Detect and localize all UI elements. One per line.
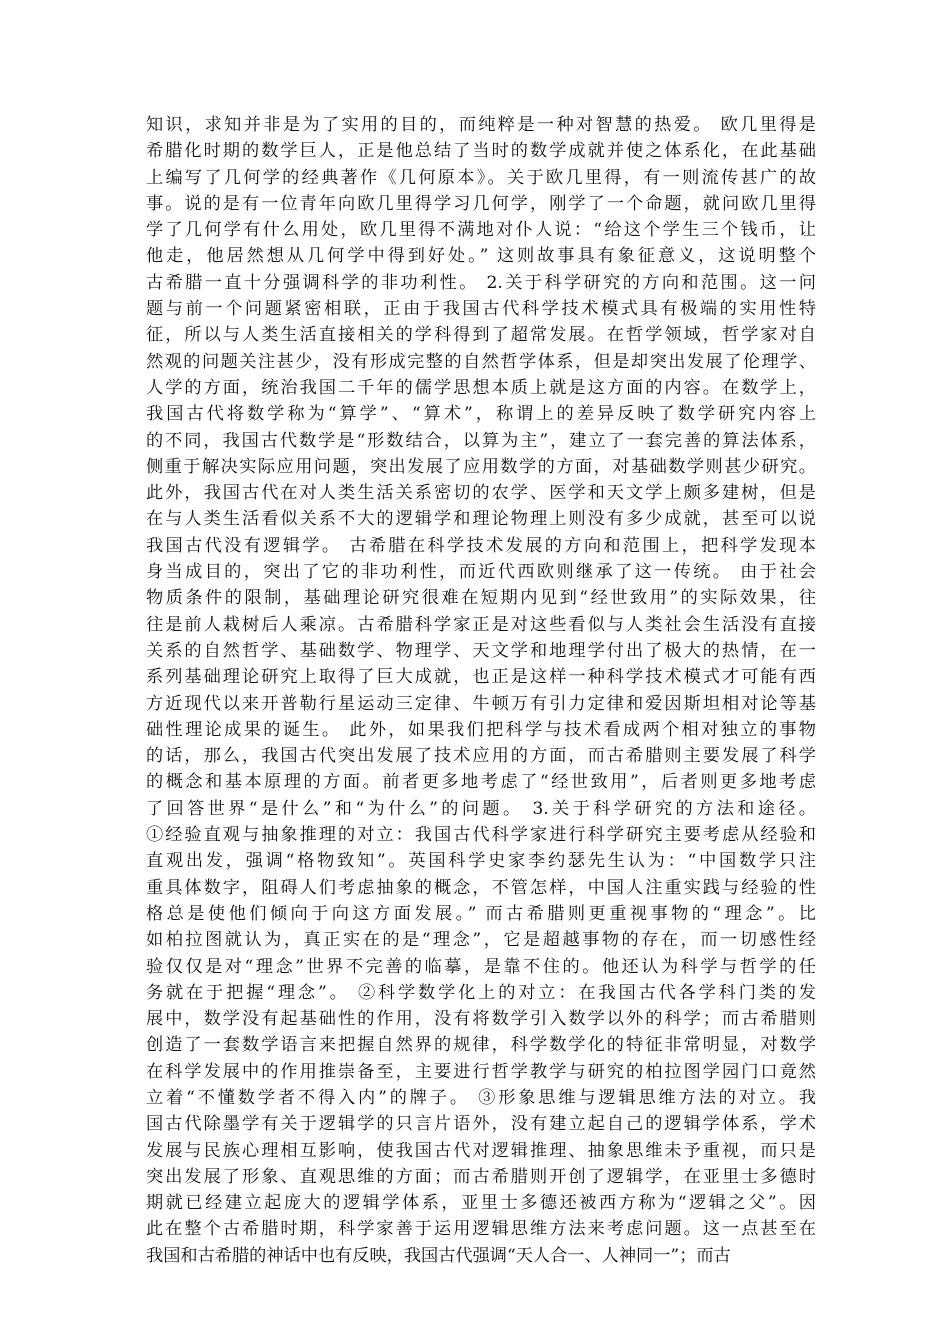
text-line: 事。说的是有一位青年向欧几里得学习几何学，刚学了一个命题，就问欧几里得 [146,193,816,214]
text-line: 础性理论成果的诞生。 此外，如果我们把科学与技术看成两个相对独立的事物 [146,719,816,740]
text-line: 国古代除墨学有关于逻辑学的只言片语外，没有建立起自己的逻辑学体系，学术 [146,1114,816,1135]
text-line: 希腊化时期的数学巨人，正是他总结了当时的数学成就并使之体系化，在此基础 [146,141,816,162]
text-line: 了回答世界“是什么”和“为什么”的问题。 3.关于科学研究的方法和途径。 [146,798,816,819]
text-line: 题与前一个问题紧密相联，正由于我国古代科学技术模式具有极端的实用性特 [146,299,816,320]
text-line: 突出发展了形象、直观思维的方面；而古希腊则开创了逻辑学，在亚里士多德时 [146,1166,816,1187]
text-line: 如柏拉图就认为，真正实在的是“理念”，它是超越事物的存在，而一切感性经 [146,930,816,951]
text-line: 创造了一套数学语言来把握自然界的规律，科学数学化的特征非常明显，对数学 [146,1035,816,1056]
text-line: 我国古代没有逻辑学。 古希腊在科学技术发展的方向和范围上，把科学发现本 [146,535,816,556]
text-line: 我国古代将数学称为“算学”、“算术”，称谓上的差异反映了数学研究内容上 [146,404,816,425]
text-line: 他走，他居然想从几何学中得到好处。” 这则故事具有象征意义，这说明整个 [146,246,816,267]
text-line: 此在整个古希腊时期，科学家善于运用逻辑思维方法来考虑问题。这一点甚至在 [146,1219,816,1240]
text-line: 展中，数学没有起基础性的作用，没有将数学引入数学以外的科学；而古希腊则 [146,1009,816,1030]
text-line: 的话，那么，我国古代突出发展了技术应用的方面，而古希腊则主要发展了科学 [146,746,816,767]
text-line: 古希腊一直十分强调科学的非功利性。 2.关于科学研究的方向和范围。这一问 [146,272,816,293]
text-line: 重具体数字，阻碍人们考虑抽象的概念，不管怎样，中国人注重实践与经验的性 [146,877,816,898]
text-line: 此外，我国古代在对人类生活关系密切的农学、医学和天文学上颇多建树，但是 [146,483,816,504]
text-line: 学了几何学有什么用处，欧几里得不满地对仆人说：“给这个学生三个钱币，让 [146,220,816,241]
text-line: 物质条件的限制，基础理论研究很难在短期内见到“经世致用”的实际效果，往 [146,588,816,609]
text-line: 验仅仅是对“理念”世界不完善的临摹，是靠不住的。他还认为科学与哲学的任 [146,956,816,977]
text-line: 在与人类生活看似关系不大的逻辑学和理论物理上则没有多少成就，甚至可以说 [146,509,816,530]
text-line: 知识，求知并非是为了实用的目的，而纯粹是一种对智慧的热爱。 欧几里得是 [146,115,816,135]
text-line: 立着“不懂数学者不得入内”的牌子。 ③形象思维与逻辑思维方法的对立。我 [146,1087,816,1108]
text-line: 发展与民族心理相互影响，使我国古代对逻辑推理、抽象思维未予重视，而只是 [146,1140,816,1161]
text-line: 系列基础理论研究上取得了巨大成就，也正是这样一种科学技术模式才可能有西 [146,667,816,688]
text-line: 人学的方面，统治我国二千年的儒学思想本质上就是这方面的内容。在数学上， [146,377,816,398]
text-line: 务就在于把握“理念”。 ②科学数学化上的对立：在我国古代各学科门类的发 [146,982,816,1003]
text-line: 关系的自然哲学、基础数学、物理学、天文学和地理学付出了极大的热情，在一 [146,640,816,661]
text-line: 我国和古希腊的神话中也有反映，我国古代强调“天人合一、人神同一”；而古 [146,1245,731,1266]
text-line: 在科学发展中的作用推崇备至，主要进行哲学教学与研究的柏拉图学园门口竟然 [146,1061,816,1082]
text-line: 期就已经建立起庞大的逻辑学体系，亚里士多德还被西方称为“逻辑之父”。因 [146,1193,816,1214]
text-line: ①经验直观与抽象推理的对立：我国古代科学家进行科学研究主要考虑从经验和 [146,825,816,846]
text-line: 的不同，我国古代数学是“形数结合，以算为主”，建立了一套完善的算法体系， [146,430,816,451]
text-line: 方近现代以来开普勒行星运动三定律、牛顿万有引力定律和爱因斯坦相对论等基 [146,693,816,714]
text-line: 侧重于解决实际应用问题，突出发展了应用数学的方面，对基础数学则甚少研究。 [146,456,816,477]
text-line: 直观出发，强调“格物致知”。英国科学史家李约瑟先生认为：“中国数学只注 [146,851,816,872]
text-line: 上编写了几何学的经典著作《几何原本》。关于欧几里得，有一则流传甚广的故 [146,167,816,188]
text-line: 往是前人栽树后人乘凉。古希腊科学家正是对这些看似与人类社会生活没有直接 [146,614,816,635]
text-line: 身当成目的，突出了它的非功利性，而近代西欧则继承了这一传统。 由于社会 [146,562,816,583]
text-line: 格总是使他们倾向于向这方面发展。” 而古希腊则更重视事物的“理念”。比 [146,903,816,924]
body-text [146,112,816,1269]
text-line: 的概念和基本原理的方面。前者更多地考虑了“经世致用”，后者则更多地考虑 [146,772,816,793]
text-line: 征，所以与人类生活直接相关的学科得到了超常发展。在哲学领域，哲学家对自 [146,325,816,346]
text-line: 然观的问题关注甚少，没有形成完整的自然哲学体系，但是却突出发展了伦理学、 [146,351,816,372]
